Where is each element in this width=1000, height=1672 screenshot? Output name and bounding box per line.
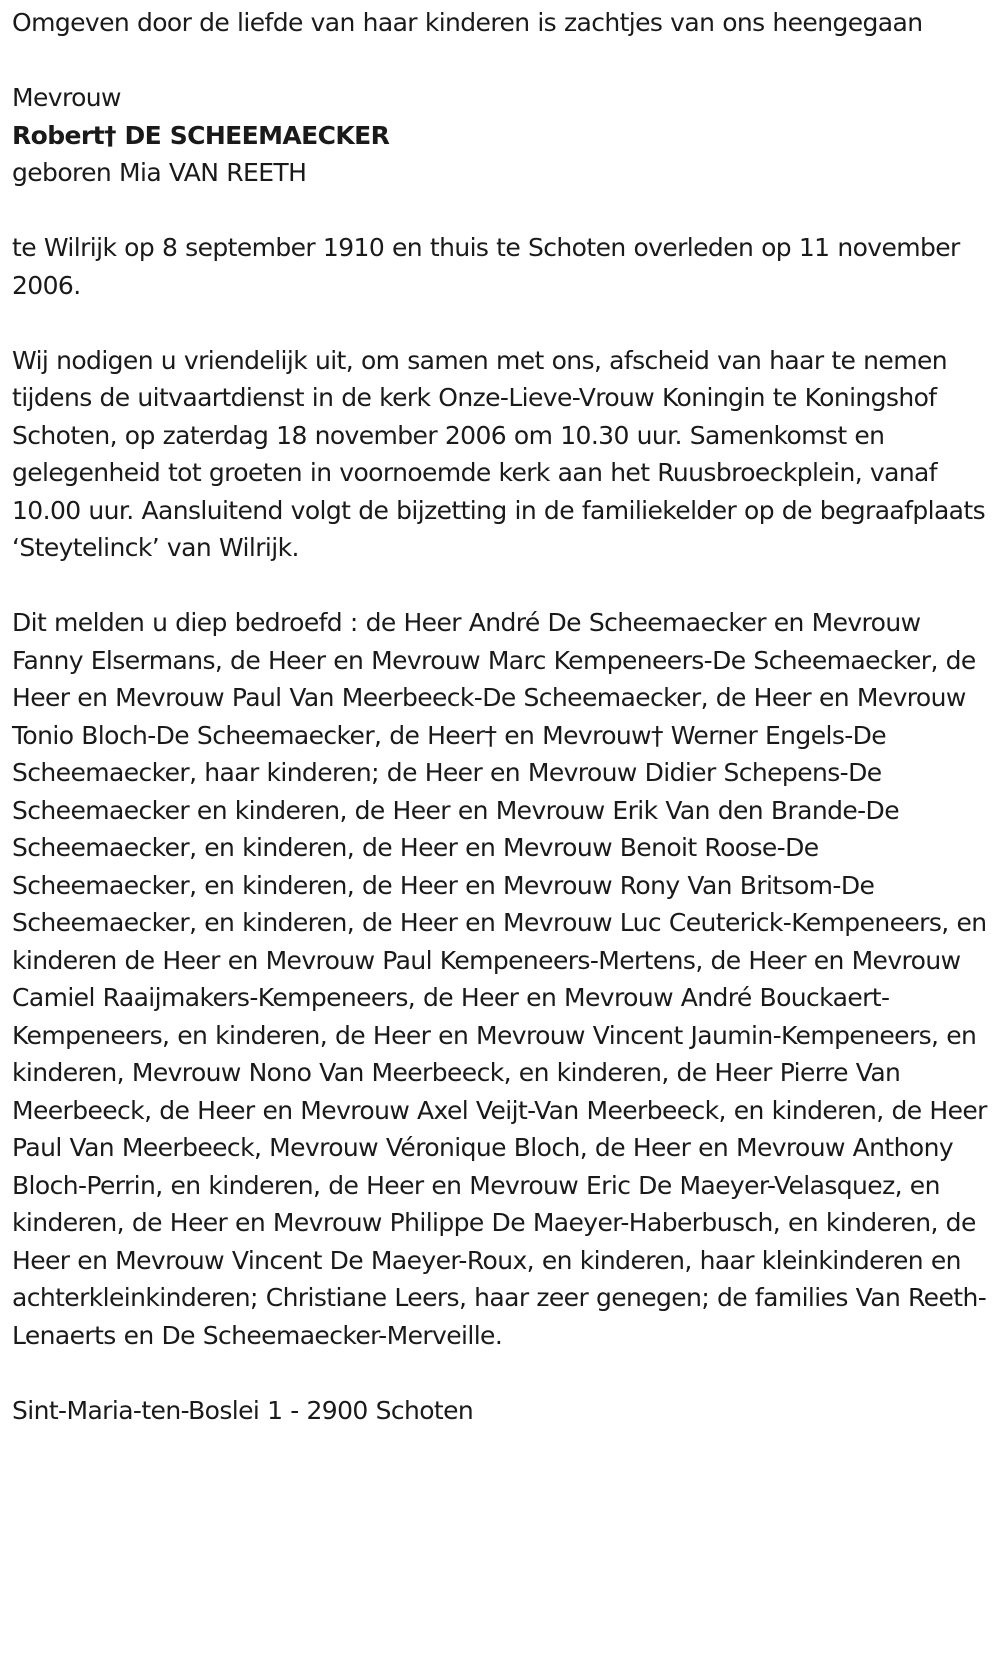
deceased-name: Robert† DE SCHEEMAECKER <box>12 120 390 150</box>
intro-text: Omgeven door de liefde van haar kinderen is zachtjes van ons heengegaan <box>12 8 923 37</box>
spacer <box>12 567 992 605</box>
spacer <box>12 1354 992 1392</box>
address: Sint-Maria-ten-Boslei 1 - 2900 Schoten <box>12 1395 474 1425</box>
salutation: Mevrouw <box>12 83 121 112</box>
spacer <box>12 42 992 80</box>
funeral-invitation: Wij nodigen u vriendelijk uit, om samen met ons, afscheid van haar te nemen tijdens de uitvaartdienst in de kerk Onze-Lieve-Vrouw Koningin te Koningshof Schoten, op zaterdag 18 november 2006 om 10.30 uur. Samenkomst en gelegenheid tot groeten in voornoemde kerk aan het Ruusbroeckplein, vanaf 10.00 uur. Aansluitend volgt de bijzetting in de familiekelder op de begraafplaats ‘Steytelinck’ van Wilrijk. <box>12 345 986 562</box>
spacer <box>12 304 992 342</box>
death-notice <box>12 4 992 1429</box>
birth-death-dates: te Wilrijk op 8 september 1910 en thuis te Schoten overleden op 11 november 2006. <box>12 233 960 300</box>
spacer <box>12 192 992 230</box>
maiden-name: geboren Mia VAN REETH <box>12 158 307 187</box>
family-list: Dit melden u diep bedroefd : de Heer André De Scheemaecker en Mevrouw Fanny Elsermans, de Heer en Mevrouw Marc Kempeneers-De Scheemaecker, de Heer en Mevrouw Paul Van Meerbeeck-De Scheemaecker, de Heer en Mevrouw Tonio Bloch-De Scheemaecker, de Heer† en Mevrouw† Werner Engels-De Scheemaecker, haar kinderen; de Heer en Mevrouw Didier Schepens-De Scheemaecker en kinderen, de Heer en Mevrouw Erik Van den Brande-De Scheemaecker, en kinderen, de Heer en Mevrouw Benoit Roose-De Scheemaecker, en kinderen, de Heer en Mevrouw Rony Van Britsom-De Scheemaecker, en kinderen, de Heer en Mevrouw Luc Ceuterick-Kempeneers, en kinderen de Heer en Mevrouw Paul Kempeneers-Mertens, de Heer en Mevrouw Camiel Raaijmakers-Kempeneers, de Heer en Mevrouw André Bouckaert-Kempeneers, en kinderen, de Heer en Mevrouw Vincent Jaumin-Kempeneers, en kinderen, Mevrouw Nono Van Meerbeeck, en kinderen, de Heer Pierre Van Meerbeeck, de Heer en Mevrouw Axel Veijt-Van Meerbeeck, en kinderen, de Heer Paul Van Meerbeeck, Mevrouw Véronique Bloch, de Heer en Mevrouw Anthony Bloch-Perrin, en kinderen, de Heer en Mevrouw Eric De Maeyer-Velasquez, en kinderen, de Heer en Mevrouw Philippe De Maeyer-Haberbusch, en kinderen, de Heer en Mevrouw Vincent De Maeyer-Roux, en kinderen, haar kleinkinderen en achterkleinkinderen; Christiane Leers, haar zeer genegen; de families Van Reeth-Lenaerts en De Scheemaecker-Merveille. <box>12 608 987 1350</box>
